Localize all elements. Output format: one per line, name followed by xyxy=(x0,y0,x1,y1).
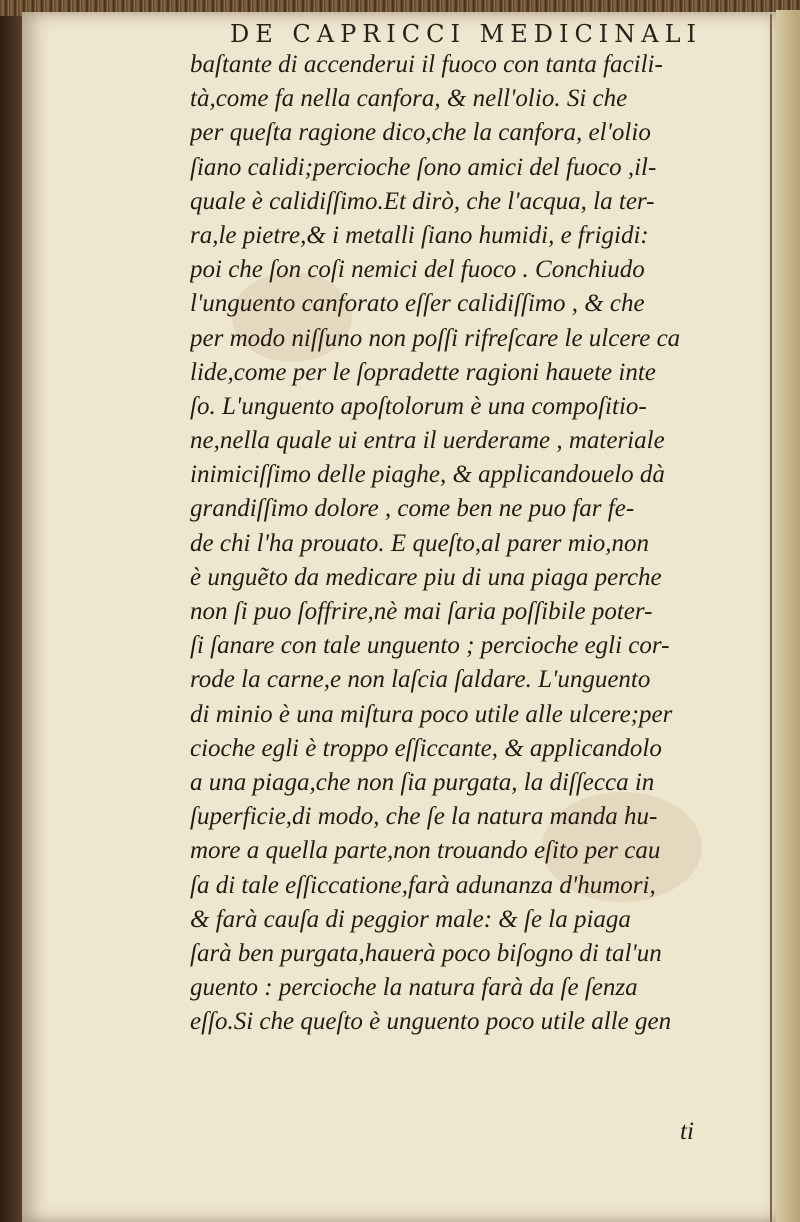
right-page-edges xyxy=(776,10,800,1222)
text-line: rode la carne,e non laſcia ſaldare. L'unguento xyxy=(190,666,651,694)
text-line: ra,le pietre,& i metalli ſiano humidi, e frigidi: xyxy=(190,221,649,249)
text-line: de chi l'ha prouato. E queſto,al parer mio,non xyxy=(190,529,650,557)
text-line: ſarà ben purgata,hauerà poco biſogno di tal'un xyxy=(190,939,662,967)
text-line: baſtante di accenderui il fuoco con tanta facili- xyxy=(190,51,663,78)
text-line: quale è calidiſſimo.Et dirò, che l'acqua, la ter- xyxy=(190,187,655,215)
page-fold-line xyxy=(770,14,772,1222)
text-line: di minio è una miſtura poco utile alle ulcere;per xyxy=(190,700,673,728)
text-line: more a quella parte,non trouando eſito per cau xyxy=(190,837,661,865)
text-line: per modo niſſuno non poſſi rifreſcare le ulcere ca xyxy=(190,324,681,352)
text-line: grandiſſimo dolore , come ben ne puo far fe- xyxy=(190,495,635,523)
text-line: guento : percioche la natura farà da ſe ſenza xyxy=(190,974,638,1002)
body-text xyxy=(190,48,750,1039)
running-head: DE CAPRICCI MEDICINALI xyxy=(230,20,703,48)
text-line: è unguẽto da medicare piu di una piaga perche xyxy=(190,563,662,591)
text-line: non ſi puo ſoffrire,nè mai ſaria poſſibile poter- xyxy=(190,598,653,625)
text-line: ne,nella quale ui entra il uerderame , materiale xyxy=(190,427,665,455)
text-line: poi che ſon coſi nemici del fuoco . Conchiudo xyxy=(190,256,645,284)
text-line: ſo. L'unguento apoſtolorum è una compoſitio- xyxy=(190,392,647,420)
text-line: a una piaga,che non ſia purgata, la diſſecca in xyxy=(190,768,655,796)
text-line: lide,come per le ſopradette ragioni hauete inte xyxy=(190,358,656,386)
text-line: ſi ſanare con tale unguento ; percioche egli cor- xyxy=(190,632,670,660)
text-line: l'unguento canforato eſſer calidiſſimo , & che xyxy=(190,290,645,318)
text-line: eſſo.Si che queſto è unguento poco utile alle gen xyxy=(190,1008,672,1036)
catchword: ti xyxy=(680,1118,694,1145)
text-line: per queſta ragione dico,che la canfora, el'olio xyxy=(190,119,651,147)
text-line: cioche egli è troppo eſſiccante, & applicandolo xyxy=(190,734,662,762)
text-line: tà,come fa nella canfora, & nell'olio. Si che xyxy=(190,85,628,113)
text-line: ſuperficie,di modo, che ſe la natura manda hu- xyxy=(190,803,658,831)
text-line: ſiano calidi;percioche ſono amici del fuoco ,il- xyxy=(190,153,657,181)
text-line: & farà cauſa di peggior male: & ſe la piaga xyxy=(190,905,631,933)
text-line: ſa di tale eſſiccatione,farà adunanza d'humori, xyxy=(190,871,656,899)
text-line: inimiciſſimo delle piaghe, & applicandouelo dà xyxy=(190,461,665,489)
